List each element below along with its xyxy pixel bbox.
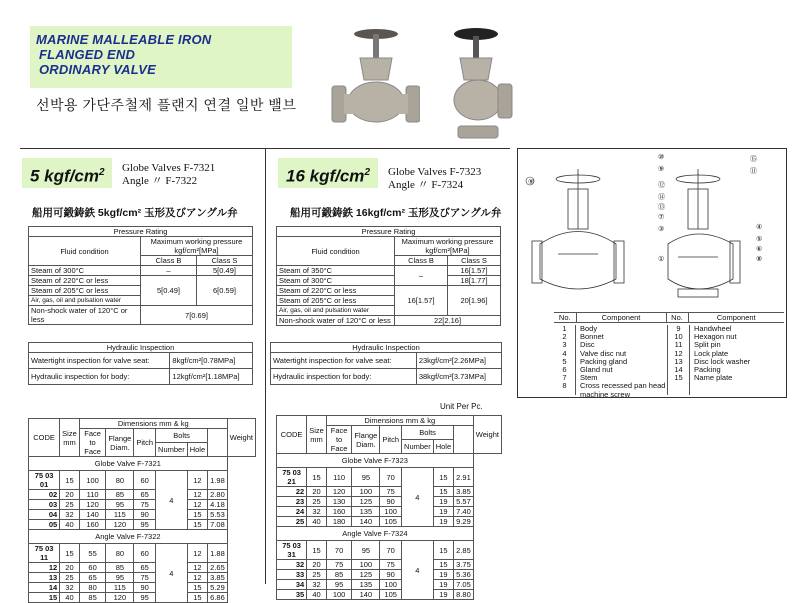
components-table — [554, 312, 784, 323]
model-info-left — [122, 162, 215, 188]
h-flange: Flange Diam. — [352, 426, 380, 454]
table-row: 35 40 100 140 105 19 8.80 — [277, 590, 502, 600]
pressure-sup-16: 2 — [364, 167, 370, 178]
col-class-s: Class S — [447, 256, 500, 266]
fluid-row: Steam of 220°C or less — [29, 276, 141, 286]
title-line-1: MARINE MALLEABLE IRON — [36, 32, 212, 47]
h-no: No. — [554, 313, 576, 323]
group-label: Globe Valve F-7321 — [29, 457, 228, 471]
h-component: Component — [576, 313, 666, 323]
table-row: 13 25 65 95 75 12 3.85 — [29, 573, 256, 583]
class-b-value: 5[0.49] — [141, 276, 197, 306]
class-s-value: 5[0.49] — [196, 266, 252, 276]
korean-title: 선박용 가단주철제 플랜지 연결 일반 밸브 — [36, 97, 297, 113]
h-dims: Dimensions mm & kg — [326, 416, 473, 426]
group-label: Angle Valve F-7324 — [277, 527, 474, 541]
svg-text:⑧: ⑧ — [756, 256, 763, 263]
pressure-value-16: 16 kgf/cm — [286, 166, 365, 186]
h-number: Number — [156, 443, 188, 457]
table-row: 14 32 80 115 90 15 5.29 — [29, 583, 256, 593]
comp-names-right: Handwheel Hexagon nut Split pin Lock plate Disc lock washer Packing Name plate — [694, 324, 751, 383]
class-b-value: – — [141, 266, 197, 276]
column-divider — [265, 148, 266, 584]
model-angle-right: Angle 〃 F-7324 — [388, 179, 464, 191]
svg-text:⑮: ⑮ — [750, 156, 757, 163]
table-row: 75 03 31 15 70 95 70 4 15 2.85 — [277, 541, 502, 560]
drawing-panel — [517, 148, 787, 398]
unit-note: Unit Per Pc. — [440, 402, 483, 411]
h-no: No. — [666, 313, 688, 323]
class-s-value: 6[0.59] — [196, 276, 252, 306]
h-weight: Weight — [227, 419, 255, 457]
model-angle-left: Angle 〃 F-7322 — [122, 175, 198, 187]
svg-text:④: ④ — [756, 224, 763, 231]
top-divider — [20, 148, 510, 149]
valve-cross-section-drawing — [518, 149, 786, 314]
h-code: CODE — [29, 419, 60, 457]
table-row: 24 32 160 135 100 19 7.40 — [277, 507, 502, 517]
pressure-box-5 — [22, 158, 112, 188]
svg-text:⑤: ⑤ — [756, 236, 763, 243]
body-value: 38kgf/cm²[3.73MPa] — [416, 369, 501, 385]
globe-valve-photo — [330, 24, 420, 134]
h-weight: Weight — [473, 416, 501, 454]
fluid-row: Steam of 300°C — [29, 266, 141, 276]
svg-text:⑫: ⑫ — [658, 182, 665, 189]
table-row: 33 25 85 125 90 19 5.36 — [277, 570, 502, 580]
pressure-sup-5: 2 — [98, 167, 105, 178]
dimensions-table-right — [276, 415, 502, 600]
title-box — [30, 26, 292, 88]
col-class-s: Class S — [196, 256, 252, 266]
h-hole: Hole — [187, 443, 207, 457]
h-size: Size mm — [60, 419, 80, 457]
hydraulic-title: Hydraulic Inspection — [271, 343, 502, 353]
model-globe-left: Globe Valves F-7321 — [122, 162, 216, 174]
svg-text:⑪: ⑪ — [750, 168, 757, 175]
class-b-value: 16[1.57] — [395, 286, 448, 316]
seat-label: Watertight inspection for valve seat: — [271, 353, 417, 369]
title-line-2: FLANGED END — [39, 47, 136, 62]
pressure-rating-table-left — [28, 226, 253, 325]
svg-text:⑬: ⑬ — [658, 204, 665, 211]
comp-numbers-right: 9 10 11 12 13 14 15 — [668, 325, 690, 395]
hydraulic-table-left — [28, 342, 253, 385]
class-s-value: 20[1.96] — [447, 286, 500, 316]
svg-text:③: ③ — [658, 226, 665, 233]
h-bolts: Bolts — [156, 429, 208, 443]
fluid-row: Steam of 350°C — [277, 266, 395, 276]
jp-title-right: 船用可鍛鋳鉄 16kgf/cm² 玉形及びアングル弁 — [290, 207, 502, 219]
table-row: 23 25 130 125 90 19 5.57 — [277, 497, 502, 507]
class-b-value: – — [395, 266, 448, 286]
body-value: 12kgf/cm²[1.18MPa] — [170, 369, 253, 385]
col-class-b: Class B — [395, 256, 448, 266]
body-label: Hydraulic inspection for body: — [29, 369, 170, 385]
model-info-right — [388, 166, 481, 192]
fluid-row: Air, gas, oil and pulsation water — [29, 296, 141, 306]
h-f2f: Face to Face — [326, 426, 352, 454]
hydraulic-table-right — [270, 342, 502, 385]
h-pitch: Pitch — [134, 429, 156, 457]
col-fluid: Fluid condition — [29, 237, 141, 266]
fluid-row: Steam of 300°C — [277, 276, 395, 286]
pressure-value-5: 5 kgf/cm — [30, 166, 99, 186]
svg-text:⑩: ⑩ — [658, 154, 665, 161]
pressure-rating-table-right — [276, 226, 501, 326]
title-line-3: ORDINARY VALVE — [39, 62, 156, 77]
group-label: Globe Valve F-7323 — [277, 454, 474, 468]
h-code: CODE — [277, 416, 307, 454]
hydraulic-title: Hydraulic Inspection — [29, 343, 253, 353]
h-flange: Flange Diam. — [106, 429, 134, 457]
seat-value: 8kgf/cm²[0.78MPa] — [170, 353, 253, 369]
fluid-row: Air, gas, oil and pulsation water — [277, 306, 395, 316]
table-row: 25 40 180 140 105 19 9.29 — [277, 517, 502, 527]
group-label: Angle Valve F-7322 — [29, 530, 228, 544]
angle-valve-photo — [438, 24, 528, 144]
comp-names-left: Body Bonnet Disc Valve disc nut Packing gland Gland nut Stem Cross recessed pan head machine screw — [580, 325, 668, 395]
fluid-row: Non-shock water of 120°C or less — [277, 316, 395, 326]
class-b-value: 7[0.69] — [141, 306, 253, 325]
col-max: Maximum working pressure kgf/cm²[MPa] — [141, 237, 253, 256]
fluid-row: Steam of 220°C or less — [277, 286, 395, 296]
fluid-row: Steam of 205°C or less — [29, 286, 141, 296]
table-row: 22 20 120 100 75 15 3.85 — [277, 487, 502, 497]
table-row: 75 03 11 15 55 80 60 4 12 1.88 — [29, 544, 256, 563]
h-pitch: Pitch — [380, 426, 402, 454]
pressure-rating-title: Pressure Rating — [29, 227, 253, 237]
table-row: 05 40 160 120 95 15 7.08 — [29, 520, 256, 530]
fluid-row: Steam of 205°C or less — [277, 296, 395, 306]
table-row: 12 20 60 85 65 12 2.65 — [29, 563, 256, 573]
seat-label: Watertight inspection for valve seat: — [29, 353, 170, 369]
h-component: Component — [716, 313, 756, 322]
class-s-value: 18[1.77] — [447, 276, 500, 286]
table-row: 15 40 85 120 95 15 6.86 — [29, 593, 256, 603]
svg-text:⑦: ⑦ — [658, 214, 665, 221]
dimensions-table-left — [28, 418, 256, 603]
table-row: 04 32 140 115 90 15 5.53 — [29, 510, 256, 520]
svg-text:⑨: ⑨ — [528, 179, 535, 186]
class-s-value: 16[1.57] — [447, 266, 500, 276]
table-row: 03 25 120 95 75 12 4.18 — [29, 500, 256, 510]
comp-numbers-left: 1 2 3 4 5 6 7 8 — [554, 325, 576, 395]
body-label: Hydraulic inspection for body: — [271, 369, 417, 385]
h-dims: Dimensions mm & kg — [79, 419, 227, 429]
svg-text:①: ① — [658, 256, 665, 263]
table-row: 32 20 75 100 75 15 3.75 — [277, 560, 502, 570]
table-row: 34 32 95 135 100 19 7.05 — [277, 580, 502, 590]
h-size: Size mm — [307, 416, 327, 454]
svg-text:⑨: ⑨ — [658, 166, 665, 173]
h-hole: Hole — [433, 440, 453, 454]
pressure-box-16 — [278, 158, 378, 188]
fluid-row: Non-shock water of 120°C or less — [29, 306, 141, 325]
svg-text:⑥: ⑥ — [756, 246, 763, 253]
col-class-b: Class B — [141, 256, 197, 266]
table-row: 02 20 110 85 65 12 2.80 — [29, 490, 256, 500]
h-number: Number — [402, 440, 434, 454]
table-row: 75 03 01 15 100 80 60 4 12 1.98 — [29, 471, 256, 490]
col-fluid: Fluid condition — [277, 237, 395, 266]
seat-value: 23kgf/cm²[2.26MPa] — [416, 353, 501, 369]
h-f2f: Face to Face — [79, 429, 106, 457]
components-list — [554, 324, 784, 399]
model-globe-right: Globe Valves F-7323 — [388, 166, 482, 178]
pressure-rating-title: Pressure Rating — [277, 227, 501, 237]
class-b-value: 22[2.16] — [395, 316, 501, 326]
h-bolts: Bolts — [402, 426, 454, 440]
table-row: 75 03 21 15 110 95 70 4 15 2.91 — [277, 468, 502, 487]
col-max: Maximum working pressure kgf/cm²[MPa] — [395, 237, 501, 256]
jp-title-left: 船用可鍛鋳鉄 5kgf/cm² 玉形及びアングル弁 — [32, 207, 238, 219]
svg-text:⑭: ⑭ — [658, 194, 665, 201]
